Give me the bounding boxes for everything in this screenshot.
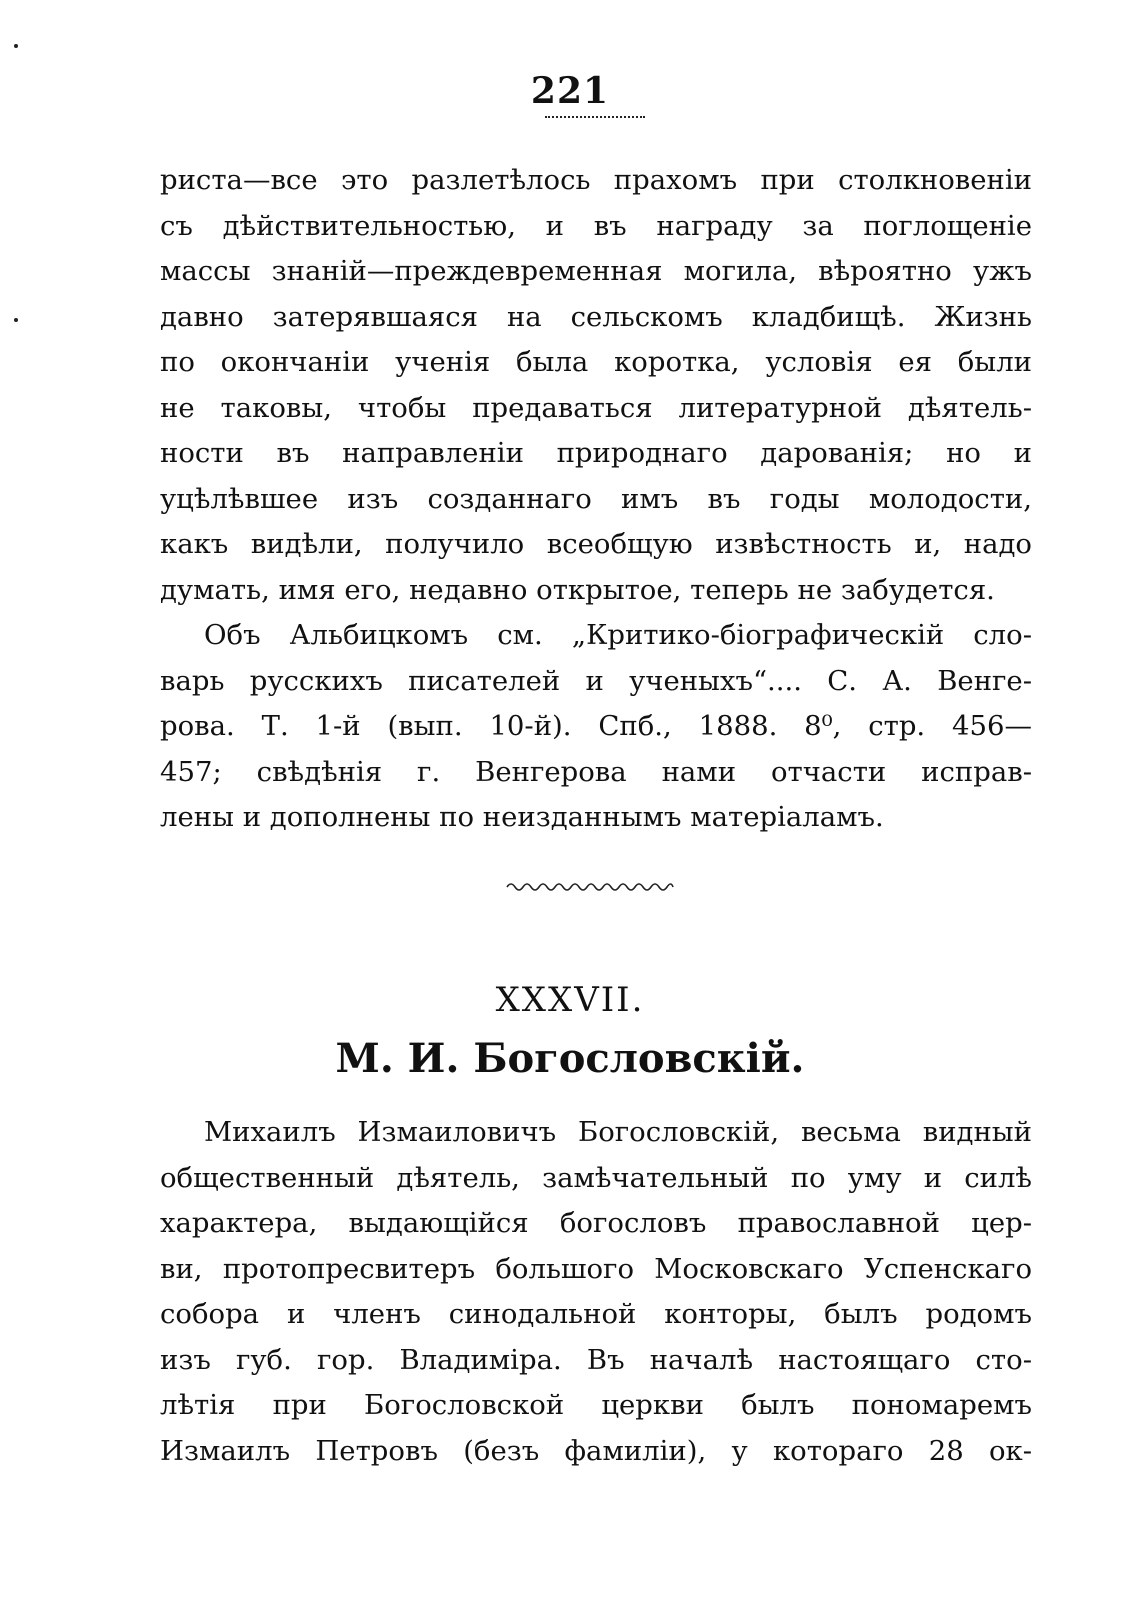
text-line: лѣтія при Богословской церкви былъ пономаремъ [160,1389,1032,1421]
text-line: собора и членъ синодальной конторы, былъ родомъ [160,1298,1032,1330]
text-line: какъ видѣли, получило всеобщую извѣстность и, надо [160,528,1032,560]
text-line: съ дѣйствительностью, и въ награду за поглощеніе [160,209,1032,242]
text-line: ности въ направленіи природнаго дарованія; но и [160,437,1032,469]
text-line: характера, выдающійся богословъ православной цер- [160,1207,1032,1239]
text-line: думать, имя его, недавно открытое, теперь не забудется. [160,573,995,606]
page-number-rule [545,116,645,118]
reference-line: варь русскихъ писателей и ученыхъ“.... С. А. Венге- [160,664,1032,697]
text-line: Измаилъ Петровъ (безъ фамиліи), у котораго 28 ок- [160,1434,1032,1467]
text-line: изъ губ. гор. Владиміра. Въ началѣ настоящаго сто- [160,1343,1032,1376]
section-number: XXXVII. [495,980,645,1020]
upper-paragraph [160,158,1032,841]
text-line: уцѣлѣвшее изъ созданнаго имъ въ годы молодости, [160,482,1032,515]
section-title: М. И. Богословскій. [335,1035,805,1082]
text-line: массы знаній—преждевременная могила, вѣроятно ужъ [160,255,1032,287]
reference-line: Объ Альбицкомъ см. „Критико-біографическій сло- [204,619,1032,651]
margin-speck [14,44,18,48]
text-line: Михаилъ Измаиловичъ Богословскій, весьма видный [204,1116,1032,1148]
reference-line: лены и дополнены по неизданнымъ матеріаламъ. [160,801,884,833]
margin-speck [14,318,18,322]
text-line: давно затерявшаяся на сельскомъ кладбищѣ. Жизнь [160,300,1032,333]
page-number: 221 [530,70,610,112]
text-line: риста—все это разлетѣлось прахомъ при столкновеніи [160,164,1032,196]
text-line: по окончаніи ученія была коротка, условія ея были [160,346,1032,378]
lower-paragraph [160,1110,1032,1474]
text-line: не таковы, чтобы предаваться литературной дѣятель- [160,391,1032,424]
reference-line: 457; свѣдѣнія г. Венгерова нами отчасти исправ- [160,755,1032,788]
text-line: ви, протопресвитеръ большого Московскаго Успенскаго [160,1252,1032,1285]
text-line: общественный дѣятель, замѣчательный по уму и силѣ [160,1161,1032,1194]
wavy-divider-ornament [505,880,675,894]
reference-line: рова. Т. 1-й (вып. 10-й). Спб., 1888. 8⁰, стр. 456— [160,710,1032,742]
